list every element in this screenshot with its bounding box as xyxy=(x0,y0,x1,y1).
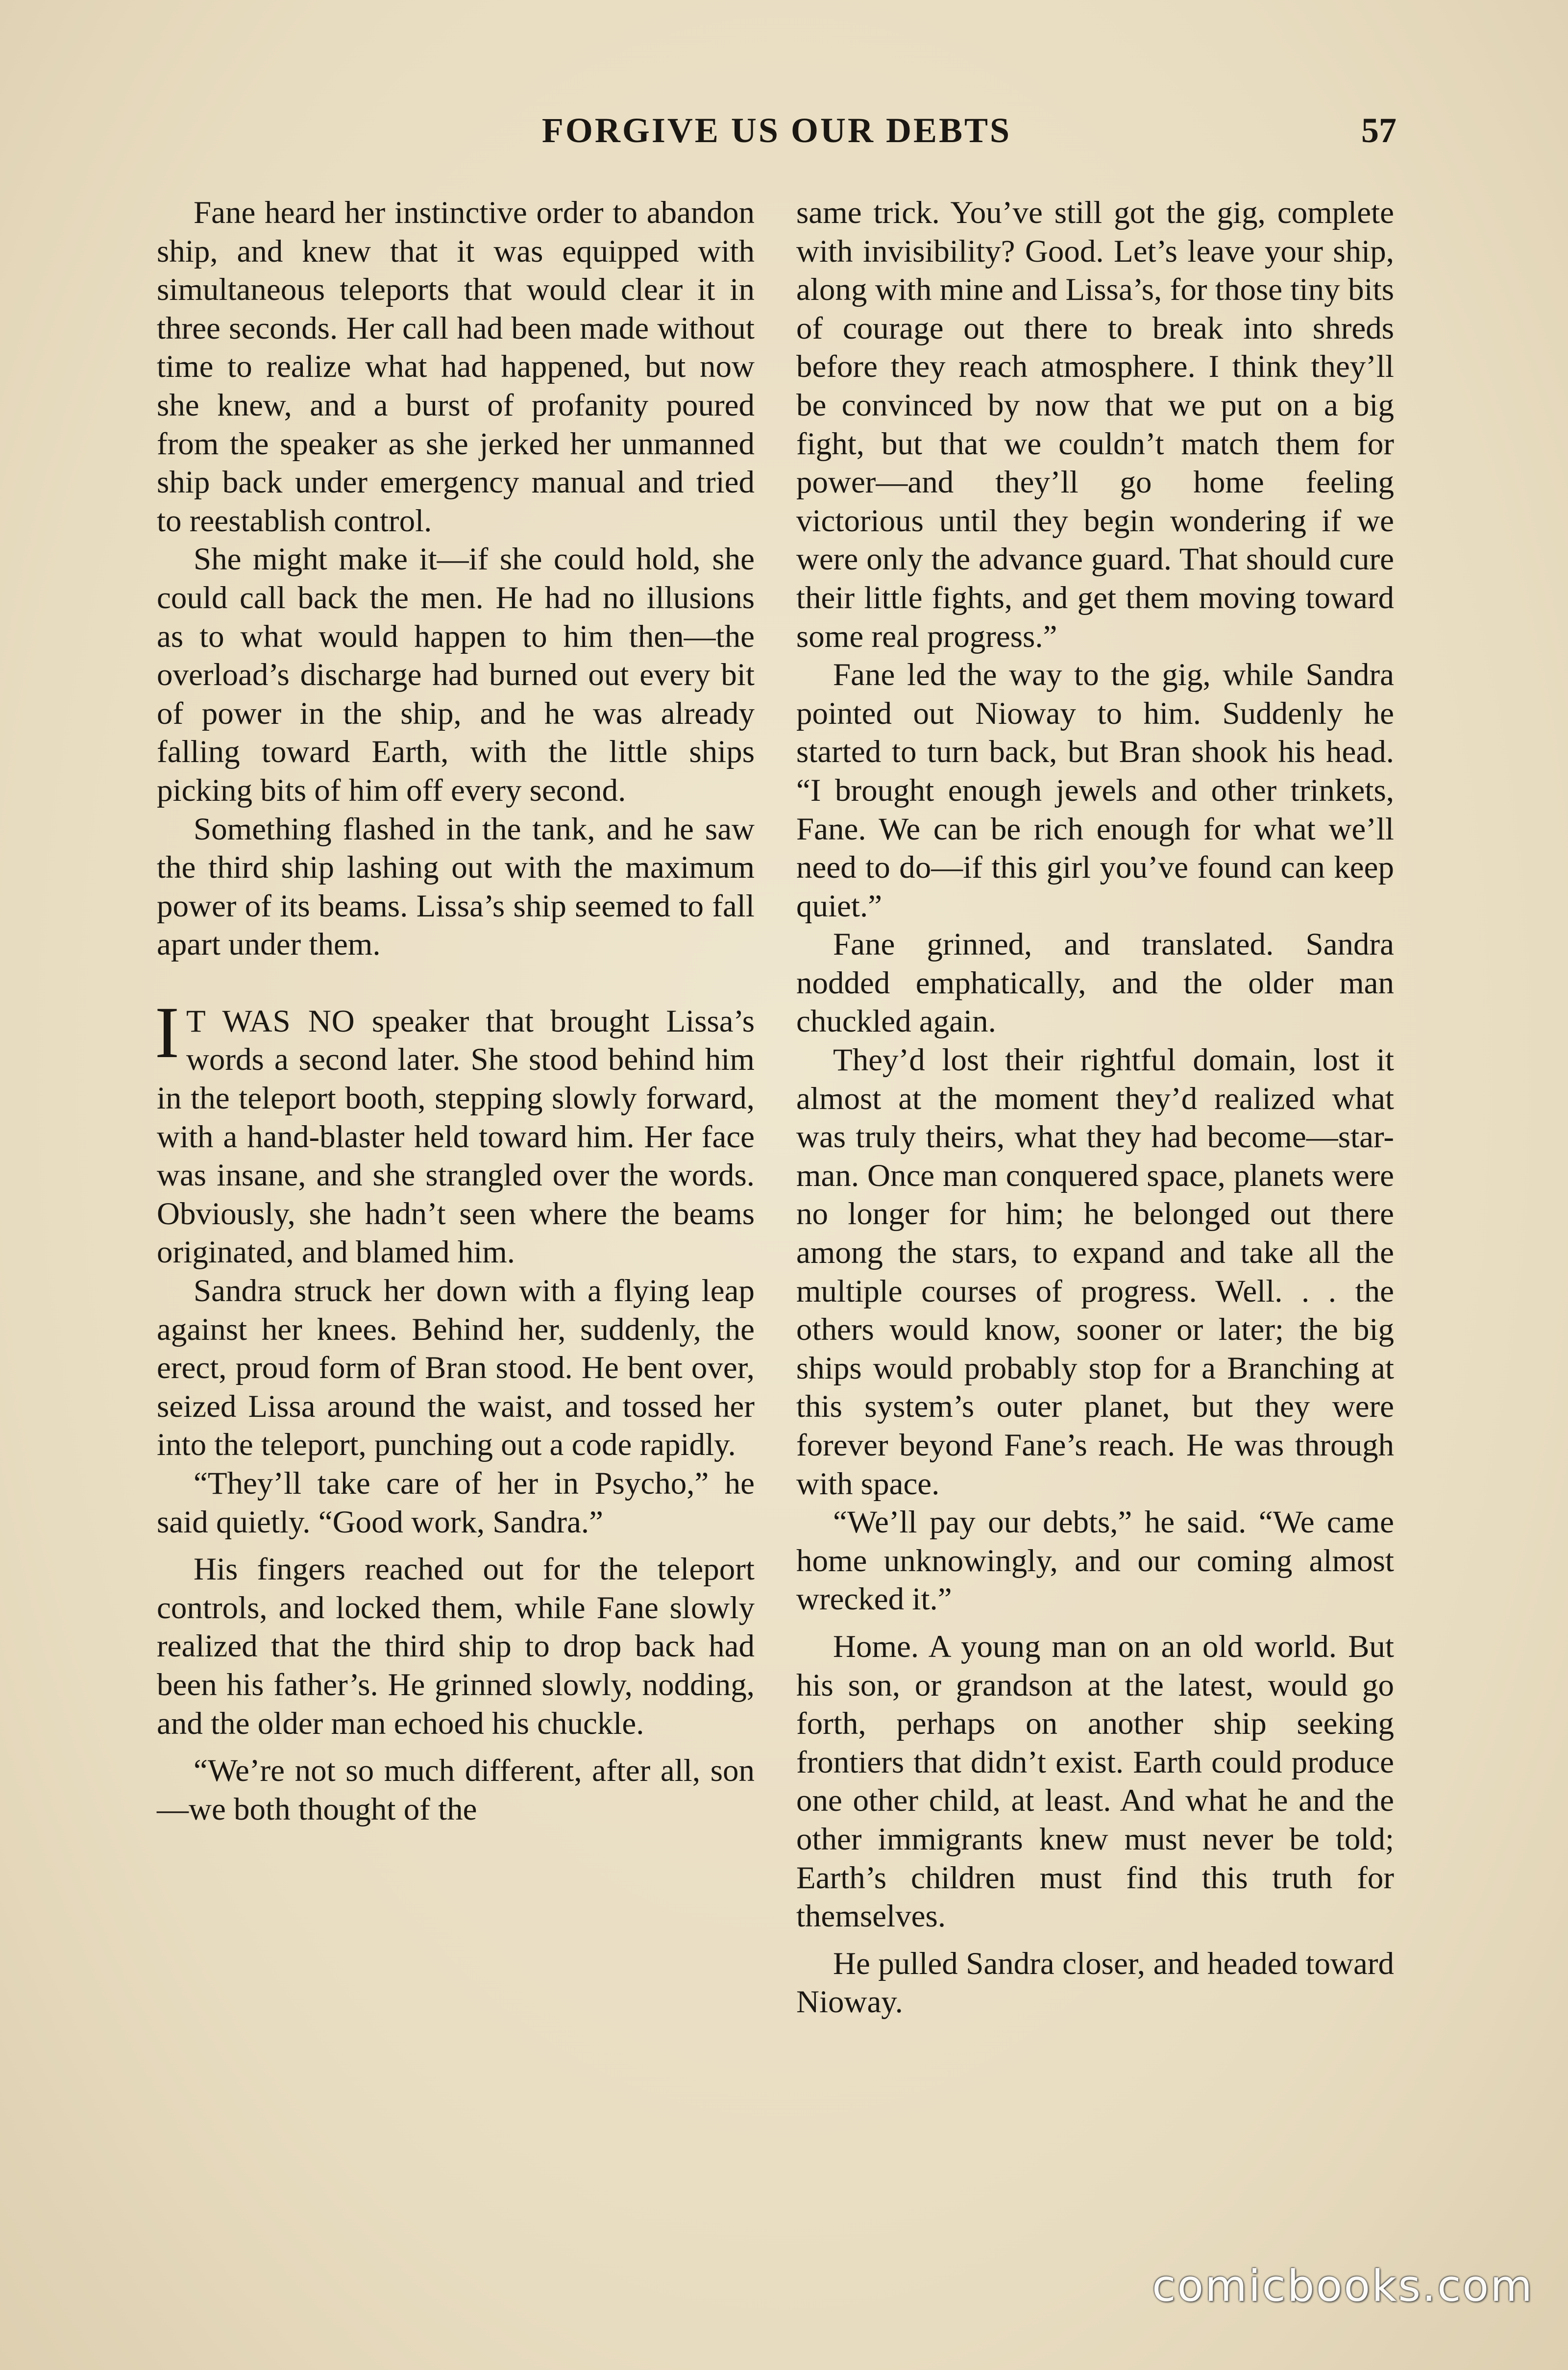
watermark: comicbooks.com xyxy=(1152,2261,1534,2311)
paragraph: “We’ll pay our debts,” he said. “We came home unknowingly, and our coming almost wrecked it.” xyxy=(796,1505,1394,1617)
paragraph: He pulled Sandra closer, and headed toward Nioway. xyxy=(796,1946,1394,2020)
drop-cap: I xyxy=(155,991,179,1073)
paragraph-text: speaker that brought Lissa’s words a second later. She stood behind him in the teleport booth, stepping slowly forward, with a hand-blaster held toward him. Her face was insane, and she strangled over the words. Obviously, she hadn’t seen where the beams originated, and blamed him. xyxy=(157,1003,755,1270)
right-column xyxy=(796,194,1394,2022)
paragraph: Something flashed in the tank, and he saw the third ship lashing out with the maximum power of its beams. Lissa’s ship seemed to fall apart under them. xyxy=(157,811,755,963)
left-column xyxy=(157,194,755,1828)
paragraph: Fane grinned, and translated. Sandra nodded emphatically, and the older man chuckled again. xyxy=(796,927,1394,1039)
page-header xyxy=(157,105,1396,159)
paragraph: Fane led the way to the gig, while Sandra pointed out Nioway to him. Suddenly he started to turn back, but Bran shook his head. “I brought enough jewels and other trinkets, Fane. We can be rich enough for what we’ll need to do—if this girl you’ve found can keep quiet.” xyxy=(796,657,1394,924)
paragraph: Sandra struck her down with a flying leap against her knees. Behind her, suddenly, the erect, proud form of Bran stood. He bent over, seized Lissa around the waist, and tossed her into the teleport, punching out a code rapidly. xyxy=(157,1273,755,1463)
section-start-paragraph xyxy=(155,991,755,1272)
paragraph: “We’re not so much different, after all, son—we both thought of the xyxy=(157,1753,755,1827)
paragraph: “They’ll take care of her in Psycho,” he said quietly. “Good work, Sandra.” xyxy=(157,1466,755,1540)
paragraph: same trick. You’ve still got the gig, complete with invisibility? Good. Let’s leave your ship, along with mine and Lissa’s, for those tiny bits of courage out there to break into shreds before they reach atmosphere. I think they’ll be convinced by now that we put on a big fight, but that we couldn’t match them for power—and they’ll go home feeling victorious until they begin wondering if we were only the advance guard. That should cure their little fights, and get them moving toward some real progress.” xyxy=(796,195,1394,654)
paragraph: Fane heard her instinctive order to abandon ship, and knew that it was equipped with simultaneous teleports that would clear it in three seconds. Her call had been made without time to realize what had happened, but now she knew, and a burst of profanity poured from the speaker as she jerked her unmanned ship back under emergency manual and tried to reestablish control. xyxy=(157,195,755,539)
running-title: FORGIVE US OUR DEBTS xyxy=(541,111,1012,150)
paragraph: She might make it—if she could hold, she could call back the men. He had no illusions as to what would happen to him then—the overload’s discharge had burned out every bit of power in the ship, and he was already falling toward Earth, with the little ships picking bits of him off every second. xyxy=(157,542,755,808)
page-number: 57 xyxy=(1361,111,1396,150)
lead-in: T WAS NO xyxy=(186,1003,355,1039)
paragraph: His fingers reached out for the teleport controls, and locked them, while Fane slowly realized that the third ship to drop back had been his father’s. He grinned slowly, nodding, and the older man echoed his chuckle. xyxy=(157,1552,755,1741)
paragraph: They’d lost their rightful domain, lost it almost at the moment they’d realized what was truly theirs, what they had become—star-man. Once man conquered space, planets were no longer for him; he belonged out there among the stars, to expand and take all the multiple courses of progress. Well. . . the others would know, sooner or later; the big ships would probably stop for a Branching at this system’s outer planet, but they were forever beyond Fane’s reach. He was through with space. xyxy=(796,1042,1394,1502)
paragraph: Home. A young man on an old world. But his son, or grandson at the latest, would go forth, perhaps on another ship seeking frontiers that didn’t exist. Earth could produce one other child, at least. And what he and the other immigrants knew must never be told; Earth’s children must find this truth for themselves. xyxy=(796,1629,1394,1934)
